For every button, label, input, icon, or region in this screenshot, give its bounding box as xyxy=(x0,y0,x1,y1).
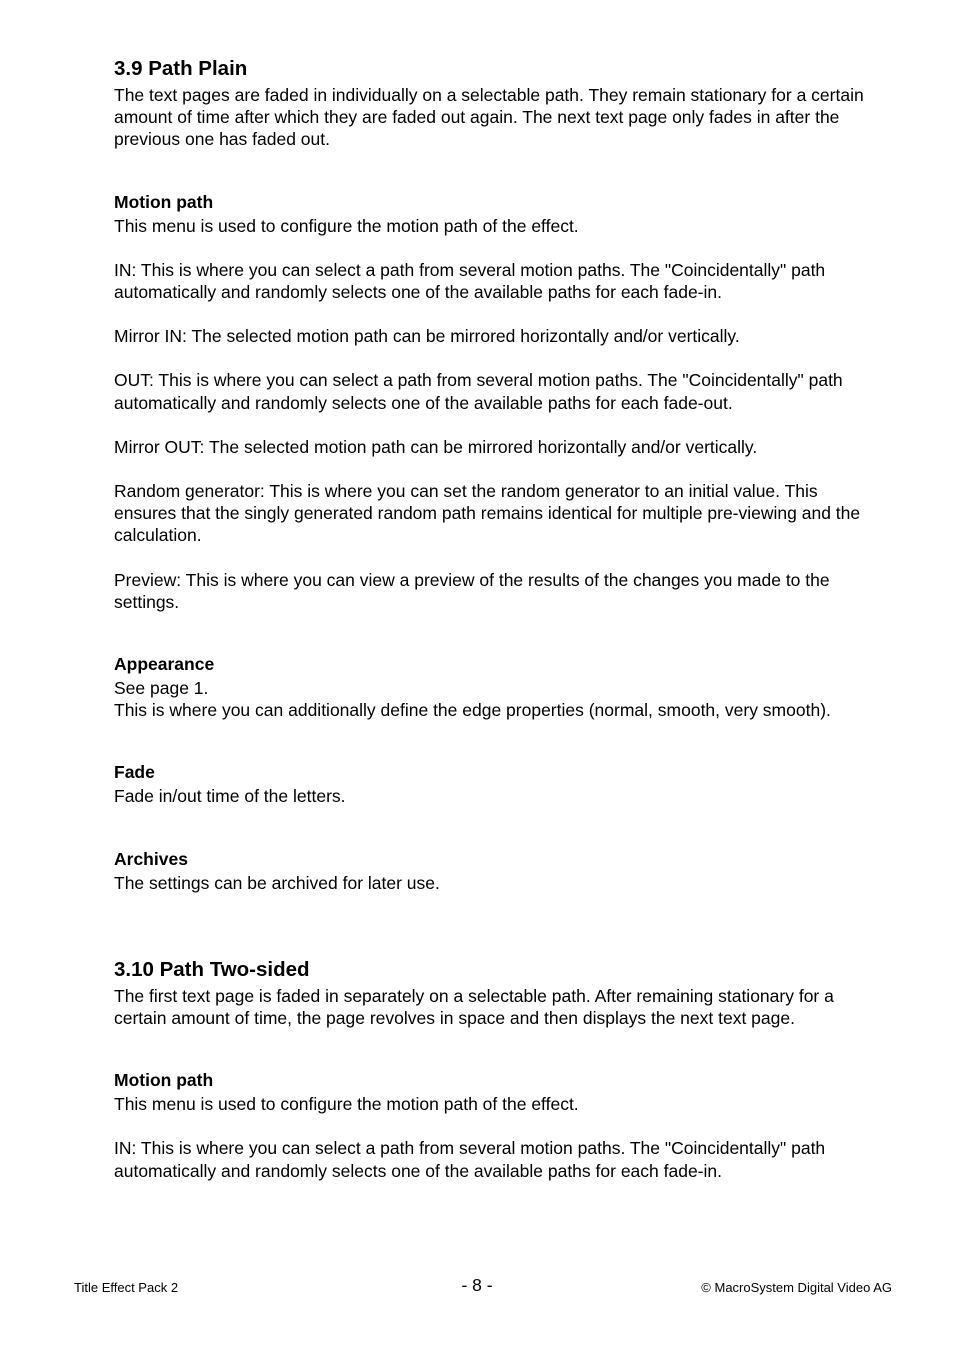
section-intro-3-9: The text pages are faded in individually on a selectable path. They remain stationary for a certain amount of time after which they are faded out again. The next text page only fades in after the previous one has faded out. xyxy=(114,85,864,150)
subheading-motion-path: Motion path xyxy=(114,191,214,212)
document-body xyxy=(114,56,884,1182)
paragraph-preview: Preview: This is where you can view a preview of the results of the changes you made to the settings. xyxy=(114,569,830,612)
subheading-archives: Archives xyxy=(114,848,188,869)
paragraph-appearance-edge: This is where you can additionally define the edge properties (normal, smooth, very smooth). xyxy=(114,700,831,721)
footer-product-name: Title Effect Pack 2 xyxy=(74,1280,179,1295)
section-heading-3-9: 3.9 Path Plain xyxy=(114,57,248,80)
paragraph-fade: Fade in/out time of the letters. xyxy=(114,786,346,807)
section-intro-3-10: The first text page is faded in separately on a selectable path. After remaining stationary for a certain amount of time, the page revolves in space and then displays the next text page. xyxy=(114,985,834,1029)
paragraph-motion-path-intro: This menu is used to configure the motion path of the effect. xyxy=(114,215,579,236)
paragraph-mirror-in: Mirror IN: The selected motion path can be mirrored horizontally and/or vertically. xyxy=(114,326,740,347)
paragraph-motion-path-intro-3-10: This menu is used to configure the motion path of the effect. xyxy=(114,1094,579,1115)
section-heading-3-10: 3.10 Path Two-sided xyxy=(114,957,310,981)
paragraph-out: OUT: This is where you can select a path from several motion paths. The "Coincidentally" path automatically and randomly selects one of the available paths for each fade-out. xyxy=(114,370,843,413)
paragraph-in-3-10: IN: This is where you can select a path from several motion paths. The "Coincidentally" path automatically and randomly selects one of the available paths for each fade-in. xyxy=(114,1138,826,1181)
paragraph-random-generator: Random generator: This is where you can set the random generator to an initial value. This ensures that the singly generated random path remains identical for multiple pre-viewing and the calculation. xyxy=(114,481,861,546)
footer-page-number: - 8 - xyxy=(461,1275,493,1295)
paragraph-mirror-out: Mirror OUT: The selected motion path can be mirrored horizontally and/or vertically. xyxy=(114,436,758,457)
paragraph-in: IN: This is where you can select a path from several motion paths. The "Coincidentally" path automatically and randomly selects one of the available paths for each fade-in. xyxy=(114,259,826,303)
subheading-motion-path-3-10: Motion path xyxy=(114,1070,214,1091)
paragraph-appearance-see-page: See page 1. xyxy=(114,678,209,699)
subheading-fade: Fade xyxy=(114,762,155,783)
paragraph-archives: The settings can be archived for later use. xyxy=(114,872,440,893)
footer-copyright: © MacroSystem Digital Video AG xyxy=(701,1280,892,1295)
page-footer xyxy=(0,1275,954,1305)
subheading-appearance: Appearance xyxy=(114,654,215,675)
